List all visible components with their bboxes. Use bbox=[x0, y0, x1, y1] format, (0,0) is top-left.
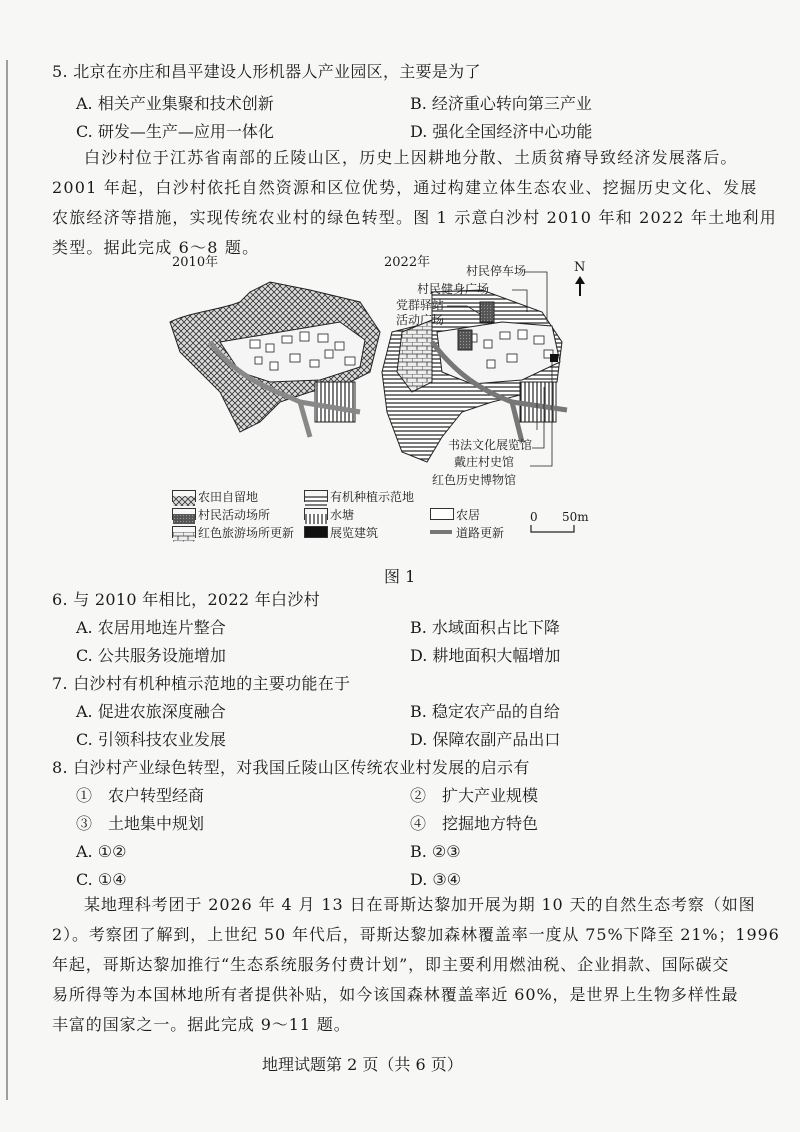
q8-option-d: D. ③④ bbox=[410, 870, 462, 889]
q5-option-c: C. 研发—生产—应用一体化 bbox=[76, 122, 274, 141]
passage-baisha-line: 白沙村位于江苏省南部的丘陵山区，历史上因耕地分散、土质贫瘠导致经济发展落后。 bbox=[84, 148, 738, 167]
q6-option-b: B. 水域面积占比下降 bbox=[410, 618, 560, 637]
q6-option-a: A. 农居用地连片整合 bbox=[76, 618, 226, 637]
scale-length: 50m bbox=[562, 510, 589, 524]
passage-baisha-line: 类型。据此完成 6～8 题。 bbox=[52, 238, 260, 257]
legend-swatch-red-tourism bbox=[172, 526, 196, 538]
q6-option-c: C. 公共服务设施增加 bbox=[76, 646, 226, 665]
legend-swatch-village-activity bbox=[172, 508, 196, 520]
q6-option-d: D. 耕地面积大幅增加 bbox=[410, 646, 561, 665]
q5-option-b: B. 经济重心转向第三产业 bbox=[410, 94, 592, 113]
legend-village-activity: 村民活动场所 bbox=[198, 508, 271, 522]
legend-farmland: 农田自留地 bbox=[198, 490, 259, 504]
passage-costa-rica bbox=[52, 890, 780, 1040]
q8-item-2: ② 扩大产业规模 bbox=[410, 786, 539, 805]
page-edge bbox=[6, 60, 8, 1100]
q6-stem: 6. 与 2010 年相比，2022 年白沙村 bbox=[52, 590, 320, 609]
legend-organic: 有机种植示范地 bbox=[330, 490, 415, 504]
callout-fitness-square: 村民健身广场 bbox=[417, 282, 490, 296]
land-use-maps bbox=[160, 262, 600, 482]
legend-residence: 农居 bbox=[456, 508, 481, 522]
map-year-2010: 2010年 bbox=[172, 255, 219, 270]
q5-option-d: D. 强化全国经济中心功能 bbox=[410, 122, 593, 141]
legend-swatch-pond bbox=[304, 508, 328, 520]
passage-costa-rica-line: 年起，哥斯达黎加推行“生态系统服务付费计划”，即主要利用燃油税、企业捐款、国际碳交 bbox=[52, 955, 730, 974]
legend-swatch-residence bbox=[430, 508, 454, 520]
legend-red-tourism: 红色旅游场所更新 bbox=[198, 526, 295, 540]
legend-exhibition: 展览建筑 bbox=[330, 526, 379, 540]
q7-stem: 7. 白沙村有机种植示范地的主要功能在于 bbox=[52, 674, 351, 693]
callout-party-station: 党群驿站 bbox=[396, 298, 445, 312]
q8-stem: 8. 白沙村产业绿色转型，对我国丘陵山区传统农业村发展的启示有 bbox=[52, 758, 530, 777]
figure-caption: 图 1 bbox=[384, 567, 416, 586]
callout-parking: 村民停车场 bbox=[466, 264, 527, 278]
q7-option-d: D. 保障农副产品出口 bbox=[410, 730, 561, 749]
q5-stem: 5. 北京在亦庄和昌平建设人形机器人产业园区，主要是为了 bbox=[52, 62, 481, 81]
page-footer: 地理试题第 2 页（共 6 页） bbox=[262, 1055, 463, 1074]
passage-baisha-line: 2001 年起，白沙村依托自然资源和区位优势，通过构建立体生态农业、挖掘历史文化、发展 bbox=[52, 178, 758, 197]
q7-option-b: B. 稳定农产品的自给 bbox=[410, 702, 560, 721]
legend-road: 道路更新 bbox=[456, 526, 505, 540]
north-arrow-icon bbox=[574, 276, 586, 296]
legend-swatch-exhibition bbox=[304, 526, 328, 538]
legend-swatch-organic bbox=[304, 490, 328, 502]
passage-costa-rica-line: 2）。考察团了解到，上世纪 50 年代后，哥斯达黎加森林覆盖率一度从 75%下降至 21%；1996 bbox=[52, 925, 780, 944]
legend-pond: 水塘 bbox=[330, 508, 355, 522]
q7-option-a: A. 促进农旅深度融合 bbox=[76, 702, 226, 721]
legend-swatch-road bbox=[430, 530, 452, 534]
passage-costa-rica-line: 某地理科考团于 2026 年 4 月 13 日在哥斯达黎加开展为期 10 天的自然生态考察（如图 bbox=[84, 895, 756, 914]
q5-option-a: A. 相关产业集聚和技术创新 bbox=[76, 94, 274, 113]
q8-option-a: A. ①② bbox=[76, 842, 127, 861]
map-year-2022: 2022年 bbox=[384, 255, 431, 270]
passage-baisha bbox=[52, 143, 777, 263]
scale-bar bbox=[530, 524, 575, 534]
north-label: N bbox=[574, 260, 586, 275]
callout-activity-square: 活动广场 bbox=[396, 313, 445, 327]
callout-red-museum: 红色历史博物馆 bbox=[432, 473, 517, 487]
map-2010 bbox=[170, 282, 380, 437]
q8-item-1: ① 农户转型经商 bbox=[76, 786, 205, 805]
q8-option-b: B. ②③ bbox=[410, 842, 461, 861]
legend-swatch-farmland bbox=[172, 490, 196, 502]
q7-option-c: C. 引领科技农业发展 bbox=[76, 730, 226, 749]
callout-calligraphy-hall: 书法文化展览馆 bbox=[448, 438, 533, 452]
callout-daizhuang-hall: 戴庄村史馆 bbox=[454, 455, 515, 469]
scale-zero: 0 bbox=[530, 510, 538, 524]
passage-costa-rica-line: 易所得等为本国林地所有者提供补贴，如今该国森林覆盖率近 60%，是世界上生物多样性最 bbox=[52, 985, 739, 1004]
q8-item-4: ④ 挖掘地方特色 bbox=[410, 814, 539, 833]
passage-baisha-line: 农旅经济等措施，实现传统农业村的绿色转型。图 1 示意白沙村 2010 年和 2022 年土地利用 bbox=[52, 208, 777, 227]
passage-costa-rica-line: 丰富的国家之一。据此完成 9～11 题。 bbox=[52, 1015, 351, 1034]
q8-option-c: C. ①④ bbox=[76, 870, 127, 889]
q8-item-3: ③ 土地集中规划 bbox=[76, 814, 205, 833]
